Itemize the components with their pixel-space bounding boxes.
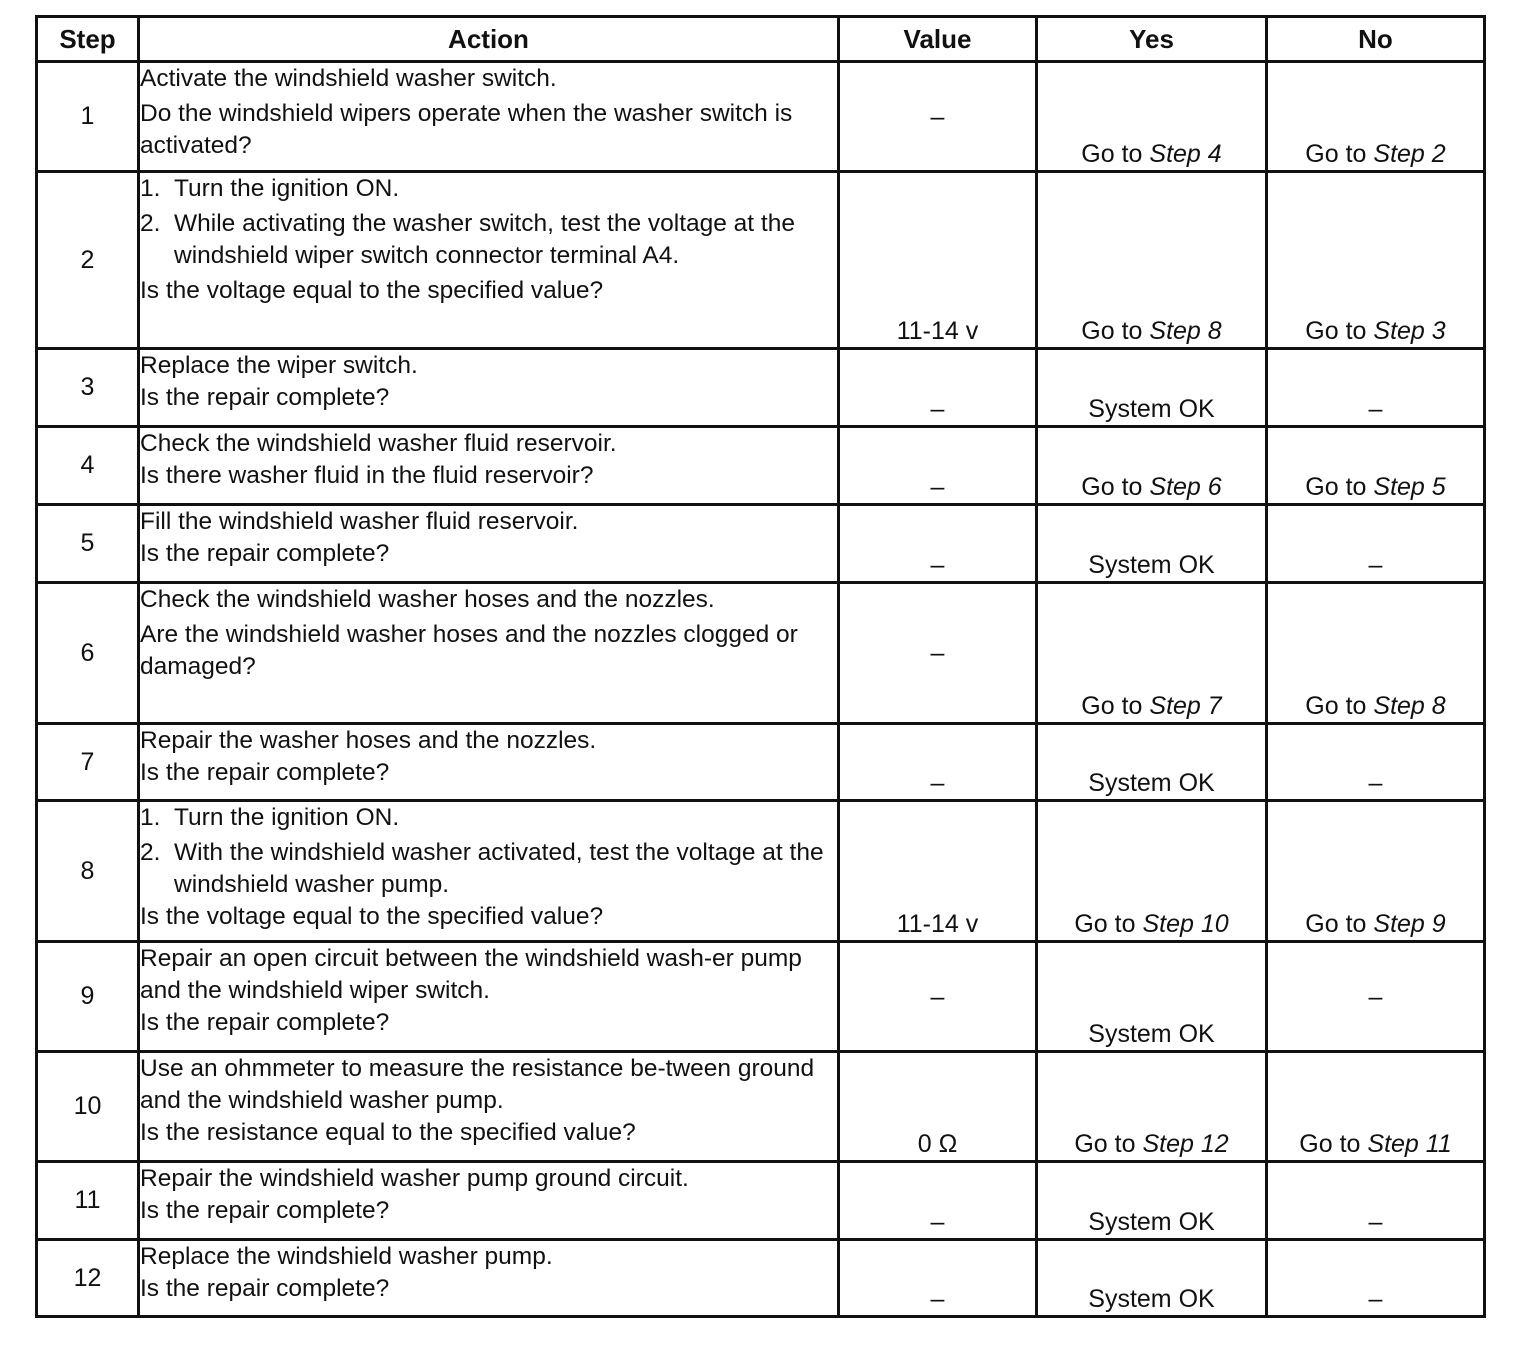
go-to-label: Go to bbox=[1074, 910, 1136, 938]
step-number: 2 bbox=[37, 172, 139, 349]
yes-cell: System OK bbox=[1037, 724, 1267, 801]
action-cell bbox=[139, 62, 839, 172]
table-row bbox=[37, 62, 1485, 172]
action-question: Are the windshield washer hoses and the nozzles clogged or damaged? bbox=[140, 621, 798, 680]
action-cell bbox=[139, 1052, 839, 1162]
table-row bbox=[37, 427, 1485, 505]
action-text: Repair the windshield washer pump ground circuit. bbox=[140, 1165, 689, 1192]
header-step: Step bbox=[37, 17, 139, 62]
yes-cell bbox=[1037, 172, 1267, 349]
value-cell: 11-14 v bbox=[839, 172, 1037, 349]
go-to-label: Go to bbox=[1299, 1130, 1361, 1158]
go-to-label: Go to bbox=[1081, 692, 1143, 720]
go-to-label: Go to bbox=[1305, 910, 1367, 938]
no-cell: – bbox=[1267, 505, 1485, 583]
action-text: Repair the washer hoses and the nozzles. bbox=[140, 727, 597, 754]
go-to-label: Go to bbox=[1081, 140, 1143, 168]
go-to-label: Go to bbox=[1305, 140, 1367, 168]
step-ref: Step 4 bbox=[1149, 140, 1222, 168]
action-text: Check the windshield washer hoses and the nozzles. bbox=[140, 586, 715, 613]
no-cell bbox=[1267, 1052, 1485, 1162]
value-cell: – bbox=[839, 62, 1037, 172]
action-cell bbox=[139, 1240, 839, 1317]
value-cell: – bbox=[839, 1240, 1037, 1317]
header-action: Action bbox=[139, 17, 839, 62]
step-ref: Step 5 bbox=[1373, 473, 1446, 501]
action-list-item: 1. Turn the ignition ON. bbox=[140, 804, 400, 831]
yes-cell: System OK bbox=[1037, 1240, 1267, 1317]
table-row bbox=[37, 1240, 1485, 1317]
go-to-label: Go to bbox=[1081, 473, 1143, 501]
action-question: Is the resistance equal to the specified value? bbox=[140, 1119, 636, 1146]
value-cell: – bbox=[839, 1162, 1037, 1240]
action-cell bbox=[139, 942, 839, 1052]
action-question: Do the windshield wipers operate when the washer switch is activated? bbox=[140, 100, 793, 159]
value-cell: 11-14 v bbox=[839, 801, 1037, 942]
step-ref: Step 8 bbox=[1373, 692, 1446, 720]
step-number: 4 bbox=[37, 427, 139, 505]
step-ref: Step 10 bbox=[1142, 910, 1229, 938]
action-question: Is the voltage equal to the specified value? bbox=[140, 903, 604, 930]
action-cell bbox=[139, 724, 839, 801]
action-list-item: 1. Turn the ignition ON. bbox=[140, 175, 400, 202]
action-question: Is the voltage equal to the specified value? bbox=[140, 277, 604, 304]
go-to-label: Go to bbox=[1074, 1130, 1136, 1158]
table-row bbox=[37, 1162, 1485, 1240]
no-cell bbox=[1267, 801, 1485, 942]
step-ref: Step 6 bbox=[1149, 473, 1222, 501]
action-list-item: 2. While activating the washer switch, test the voltage at the windshield wiper switch connector terminal A4. bbox=[140, 210, 795, 269]
header-row bbox=[37, 17, 1485, 62]
yes-cell bbox=[1037, 427, 1267, 505]
go-to-label: Go to bbox=[1305, 317, 1367, 345]
table-row bbox=[37, 583, 1485, 724]
action-cell bbox=[139, 1162, 839, 1240]
step-number: 3 bbox=[37, 349, 139, 427]
step-ref: Step 12 bbox=[1142, 1130, 1229, 1158]
action-cell bbox=[139, 505, 839, 583]
action-text: Replace the windshield washer pump. bbox=[140, 1243, 553, 1270]
action-text: Check the windshield washer fluid reservoir. bbox=[140, 430, 617, 457]
no-cell: – bbox=[1267, 942, 1485, 1052]
value-cell: – bbox=[839, 349, 1037, 427]
action-question: Is the repair complete? bbox=[140, 540, 390, 567]
table-row bbox=[37, 172, 1485, 349]
step-number: 11 bbox=[37, 1162, 139, 1240]
step-number: 7 bbox=[37, 724, 139, 801]
yes-cell: System OK bbox=[1037, 942, 1267, 1052]
yes-cell: System OK bbox=[1037, 1162, 1267, 1240]
no-cell: – bbox=[1267, 1240, 1485, 1317]
header-no: No bbox=[1267, 17, 1485, 62]
action-cell bbox=[139, 349, 839, 427]
yes-cell bbox=[1037, 801, 1267, 942]
action-cell bbox=[139, 172, 839, 349]
action-question: Is there washer fluid in the fluid reservoir? bbox=[140, 462, 594, 489]
value-cell: – bbox=[839, 427, 1037, 505]
step-number: 1 bbox=[37, 62, 139, 172]
value-cell: – bbox=[839, 583, 1037, 724]
action-text: Fill the windshield washer fluid reservoir. bbox=[140, 508, 579, 535]
action-question: Is the repair complete? bbox=[140, 759, 390, 786]
table-row bbox=[37, 801, 1485, 942]
step-ref: Step 3 bbox=[1373, 317, 1446, 345]
step-ref: Step 2 bbox=[1373, 140, 1446, 168]
step-number: 9 bbox=[37, 942, 139, 1052]
step-number: 12 bbox=[37, 1240, 139, 1317]
go-to-label: Go to bbox=[1305, 473, 1367, 501]
yes-cell: System OK bbox=[1037, 349, 1267, 427]
yes-cell bbox=[1037, 583, 1267, 724]
action-text: Replace the wiper switch. bbox=[140, 352, 418, 379]
table-row bbox=[37, 349, 1485, 427]
header-yes: Yes bbox=[1037, 17, 1267, 62]
yes-cell: System OK bbox=[1037, 505, 1267, 583]
go-to-label: Go to bbox=[1081, 317, 1143, 345]
no-cell: – bbox=[1267, 349, 1485, 427]
action-cell bbox=[139, 801, 839, 942]
step-number: 10 bbox=[37, 1052, 139, 1162]
value-cell: 0 Ω bbox=[839, 1052, 1037, 1162]
value-cell: – bbox=[839, 505, 1037, 583]
no-cell bbox=[1267, 172, 1485, 349]
yes-cell bbox=[1037, 1052, 1267, 1162]
no-cell: – bbox=[1267, 724, 1485, 801]
table-row bbox=[37, 942, 1485, 1052]
step-ref: Step 11 bbox=[1367, 1130, 1452, 1158]
action-cell bbox=[139, 427, 839, 505]
step-number: 5 bbox=[37, 505, 139, 583]
no-cell bbox=[1267, 62, 1485, 172]
action-question: Is the repair complete? bbox=[140, 1009, 390, 1036]
step-number: 8 bbox=[37, 801, 139, 942]
table-row bbox=[37, 505, 1485, 583]
yes-cell bbox=[1037, 62, 1267, 172]
step-number: 6 bbox=[37, 583, 139, 724]
table-row bbox=[37, 1052, 1485, 1162]
header-value: Value bbox=[839, 17, 1037, 62]
no-cell bbox=[1267, 427, 1485, 505]
action-text: Use an ohmmeter to measure the resistance be-tween ground and the windshield washer pump. bbox=[140, 1055, 815, 1114]
action-list-item: 2. With the windshield washer activated, test the voltage at the windshield washer pump. bbox=[140, 839, 824, 898]
action-question: Is the repair complete? bbox=[140, 384, 390, 411]
diagnostic-table bbox=[35, 15, 1486, 1318]
action-text: Repair an open circuit between the windshield wash-er pump and the windshield wiper switch. bbox=[140, 945, 802, 1004]
step-ref: Step 7 bbox=[1149, 692, 1222, 720]
value-cell: – bbox=[839, 724, 1037, 801]
action-question: Is the repair complete? bbox=[140, 1197, 390, 1224]
action-cell bbox=[139, 583, 839, 724]
no-cell: – bbox=[1267, 1162, 1485, 1240]
go-to-label: Go to bbox=[1305, 692, 1367, 720]
table-row bbox=[37, 724, 1485, 801]
step-ref: Step 8 bbox=[1149, 317, 1222, 345]
no-cell bbox=[1267, 583, 1485, 724]
step-ref: Step 9 bbox=[1373, 910, 1446, 938]
action-text: Activate the windshield washer switch. bbox=[140, 65, 557, 92]
action-question: Is the repair complete? bbox=[140, 1275, 390, 1302]
value-cell: – bbox=[839, 942, 1037, 1052]
